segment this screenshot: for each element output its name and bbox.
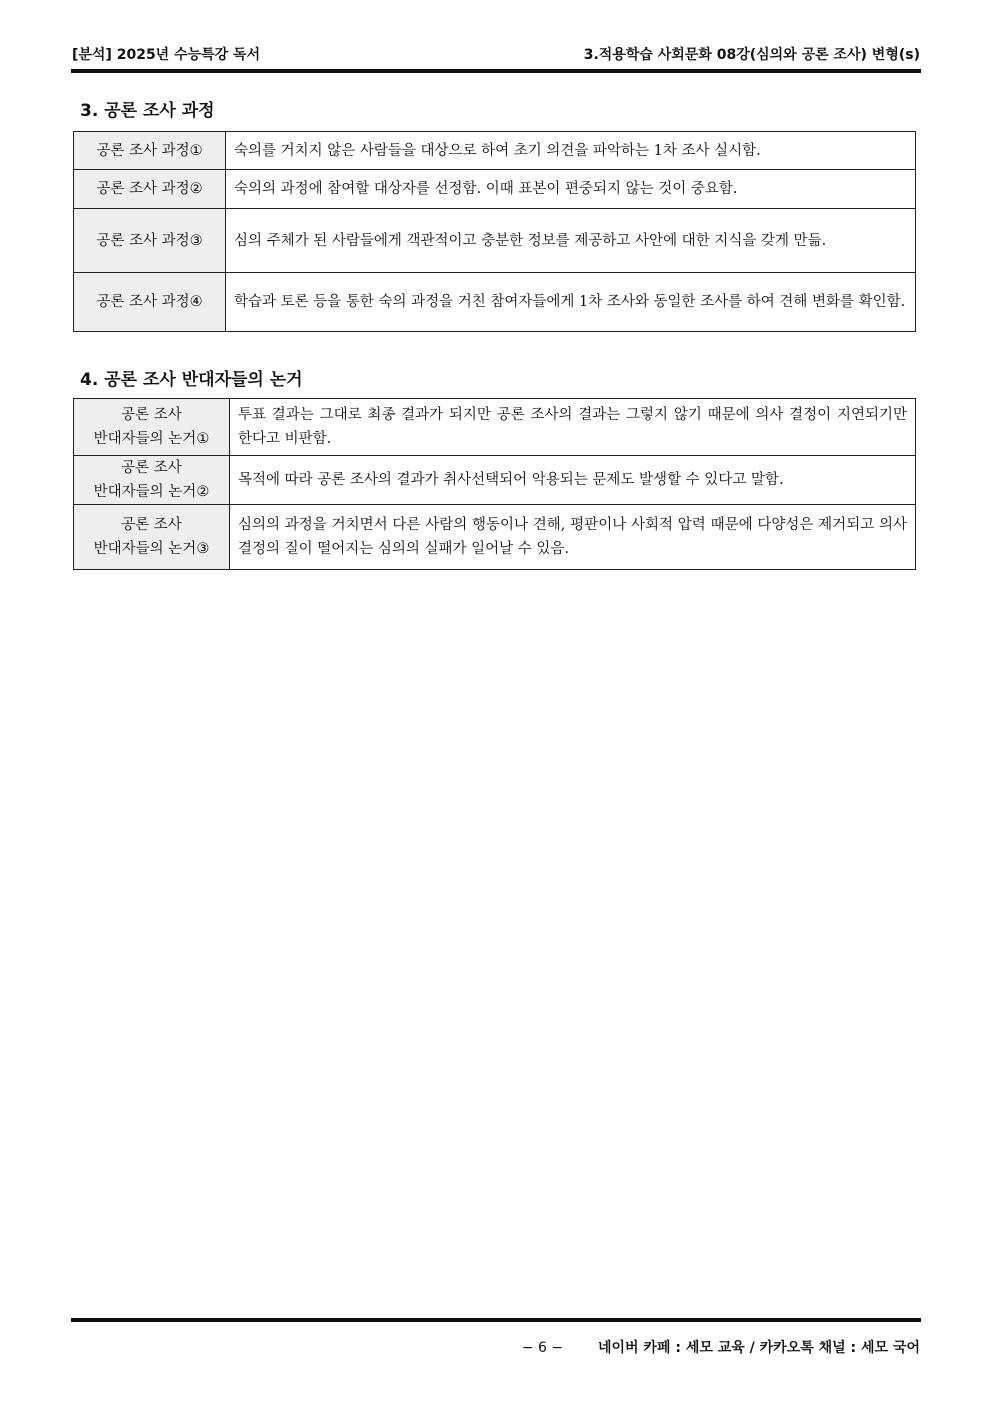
footer-channel-text: 네이버 카페 : 세모 교육 / 카카오톡 채널 : 세모 국어 [597,1340,920,1356]
opposition-label-1-line2: 반대자들의 논거① [93,431,210,447]
table-row [74,170,916,209]
process-content-2: 숙의의 과정에 참여할 대상자를 선정함. 이때 표본이 편중되지 않는 것이 중요함. [226,170,916,209]
header-right-title: 3.적용학습 사회문화 08강(심의와 공론 조사) 변형(s) [583,47,920,63]
opposition-label-2-line1: 공론 조사 [121,460,182,476]
process-label-3: 공론 조사 과정③ [74,209,226,273]
process-content-3: 심의 주체가 된 사람들에게 객관적이고 충분한 정보를 제공하고 사안에 대한 지식을 갖게 만듦. [226,209,916,273]
process-label-1: 공론 조사 과정① [74,132,226,170]
table-row [74,456,916,505]
opposition-label-2-line2: 반대자들의 논거② [93,484,210,500]
opposition-label-3-line1: 공론 조사 [121,517,182,533]
header-rule [71,69,921,73]
process-content-4: 학습과 토론 등을 통한 숙의 과정을 거친 참여자들에게 1차 조사와 동일한 조사를 하여 견해 변화를 확인함. [226,273,916,332]
process-label-2: 공론 조사 과정② [74,170,226,209]
section3-title: 3. 공론 조사 과정 [80,101,215,121]
table-row [74,132,916,170]
opposition-label-1 [74,399,230,456]
process-table [73,131,916,332]
process-content-1: 숙의를 거치지 않은 사람들을 대상으로 하여 초기 의견을 파악하는 1차 조사 실시함. [226,132,916,170]
opposition-label-2 [74,456,230,505]
opposition-label-3-line2: 반대자들의 논거③ [93,541,210,557]
footer-rule [71,1318,921,1322]
table-row [74,505,916,570]
table-row [74,273,916,332]
header-left-title: [분석] 2025년 수능특강 독서 [72,47,261,63]
opposition-content-2: 목적에 따라 공론 조사의 결과가 취사선택되어 악용되는 문제도 발생할 수 있다고 말함. [230,456,916,505]
opposition-label-3 [74,505,230,570]
opposition-label-1-line1: 공론 조사 [121,407,182,423]
section4-title: 4. 공론 조사 반대자들의 논거 [80,370,303,390]
opposition-content-3: 심의의 과정을 거치면서 다른 사람의 행동이나 견해, 평판이나 사회적 압력 때문에 다양성은 제거되고 의사 결정의 질이 떨어지는 심의의 실패가 일어날 수 있음. [230,505,916,570]
page-header [72,44,920,66]
opposition-table [73,398,916,570]
opposition-content-1: 투표 결과는 그대로 최종 결과가 되지만 공론 조사의 결과는 그렇지 않기 때문에 의사 결정이 지연되기만 한다고 비판함. [230,399,916,456]
table-row [74,399,916,456]
process-label-4: 공론 조사 과정④ [74,273,226,332]
page-number: − 6 − [521,1340,564,1356]
page-footer [522,1337,920,1357]
table-row [74,209,916,273]
